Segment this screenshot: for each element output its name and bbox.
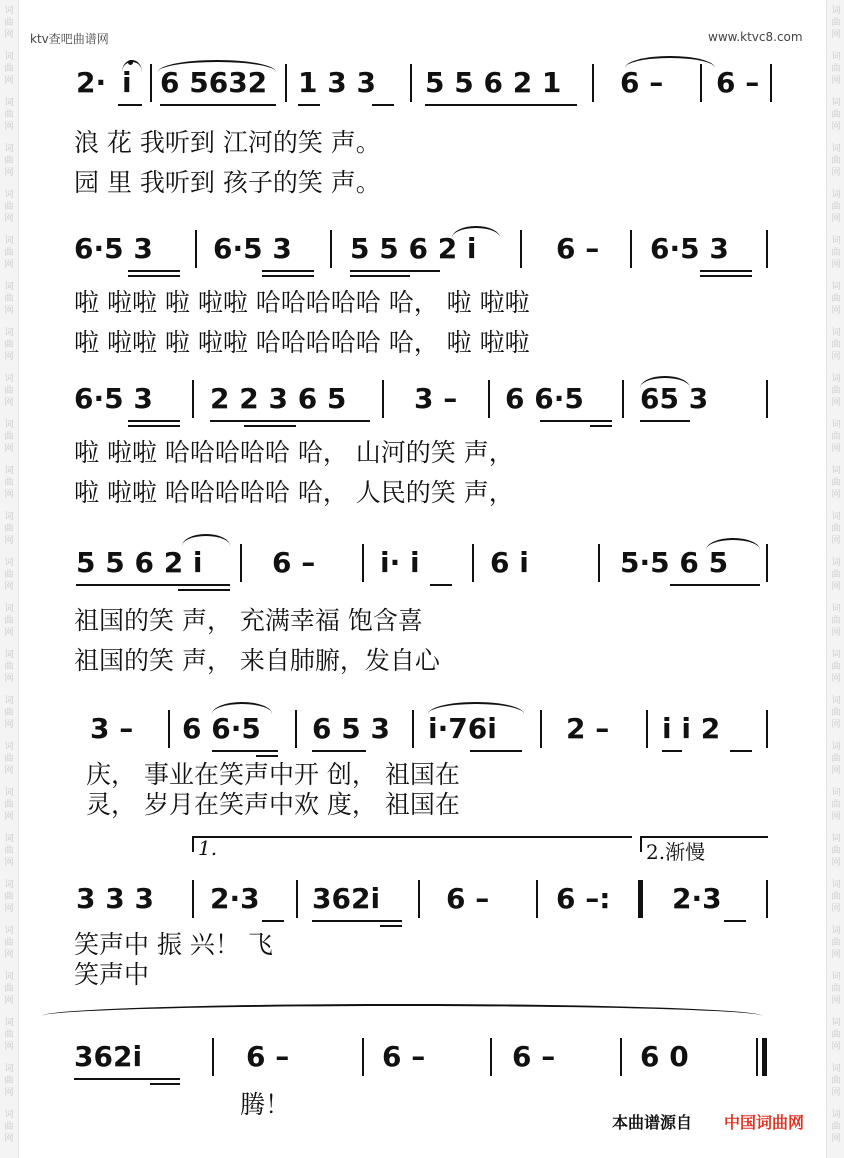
watermark-char: 网	[4, 352, 14, 362]
watermark-char: 曲	[4, 64, 14, 74]
notation-line: 362i 6 – 6 – 6 – 6 0	[0, 1034, 844, 1082]
watermark-char: 词	[4, 6, 14, 16]
volta-label-1: 1.	[198, 836, 218, 860]
watermark-char: 网	[4, 260, 14, 270]
watermark-char: 曲	[4, 938, 14, 948]
lyric-verse-2: 祖国的笑 声， 来自肺腑，发自心	[74, 646, 440, 675]
watermark-char: 网	[831, 352, 841, 362]
watermark-char: 曲	[831, 846, 841, 856]
watermark-char: 网	[4, 398, 14, 408]
notation-line: 2· i 6 5632 1 3 3 5 5 6 2 1 6 – 6 –	[0, 60, 844, 108]
watermark-char: 曲	[831, 18, 841, 28]
watermark-char: 曲	[831, 524, 841, 534]
watermark-char: 网	[4, 950, 14, 960]
watermark-char: 曲	[831, 156, 841, 166]
lyric-verse-2: 笑声中	[74, 960, 150, 989]
watermark-char: 网	[831, 1134, 841, 1144]
watermark-char: 词	[4, 374, 14, 384]
watermark-char: 词	[831, 144, 841, 154]
watermark-char: 词	[831, 420, 841, 430]
watermark-char: 词	[831, 696, 841, 706]
watermark-char: 词	[4, 52, 14, 62]
lyric-verse-1: 浪 花 我听到 江河的笑 声。	[74, 128, 381, 157]
watermark-char: 曲	[831, 248, 841, 258]
watermark-char: 网	[4, 674, 14, 684]
lyric-verse-2: 灵， 岁月在笑声中欢 度， 祖国在	[86, 790, 460, 819]
watermark-char: 网	[831, 1088, 841, 1098]
watermark-char: 曲	[831, 1076, 841, 1086]
watermark-char: 词	[831, 742, 841, 752]
lyric-verse-1: 腾！	[240, 1090, 291, 1119]
notation-line: 3 3 3 2·3 362i 6 – 6 –: 2·3	[0, 876, 844, 924]
watermark-char: 曲	[4, 984, 14, 994]
watermark-char: 曲	[4, 754, 14, 764]
watermark-char: 词	[4, 420, 14, 430]
watermark-char: 词	[831, 98, 841, 108]
lyric-verse-2: 啦 啦啦 啦 啦啦 哈哈哈哈哈 哈， 啦 啦啦	[74, 328, 530, 357]
watermark-char: 曲	[4, 662, 14, 672]
watermark-char: 曲	[831, 340, 841, 350]
watermark-char: 词	[831, 282, 841, 292]
watermark-char: 网	[831, 996, 841, 1006]
watermark-char: 网	[4, 1042, 14, 1052]
watermark-char: 词	[4, 880, 14, 890]
watermark-char: 词	[4, 190, 14, 200]
watermark-char: 网	[4, 720, 14, 730]
watermark-char: 网	[831, 674, 841, 684]
lyric-verse-2: 啦 啦啦 哈哈哈哈哈 哈， 人民的笑 声，	[74, 478, 514, 507]
watermark-char: 曲	[831, 570, 841, 580]
watermark-char: 曲	[831, 800, 841, 810]
watermark-char: 曲	[4, 156, 14, 166]
lyric-verse-1: 啦 啦啦 哈哈哈哈哈 哈， 山河的笑 声，	[74, 438, 514, 467]
watermark-char: 网	[831, 950, 841, 960]
watermark-char: 曲	[4, 386, 14, 396]
watermark-char: 网	[831, 168, 841, 178]
watermark-char: 网	[4, 1088, 14, 1098]
watermark-char: 曲	[831, 432, 841, 442]
watermark-char: 词	[831, 604, 841, 614]
watermark-char: 网	[4, 628, 14, 638]
watermark-char: 曲	[4, 708, 14, 718]
watermark-char: 网	[4, 76, 14, 86]
watermark-char: 曲	[4, 570, 14, 580]
watermark-char: 词	[831, 374, 841, 384]
watermark-char: 曲	[831, 1122, 841, 1132]
watermark-char: 曲	[831, 938, 841, 948]
watermark-char: 词	[831, 834, 841, 844]
lyric-verse-1: 祖国的笑 声， 充满幸福 饱含喜	[74, 606, 423, 635]
watermark-char: 网	[4, 766, 14, 776]
watermark-char: 词	[4, 144, 14, 154]
watermark-char: 网	[4, 996, 14, 1006]
watermark-char: 词	[4, 604, 14, 614]
watermark-char: 曲	[4, 1030, 14, 1040]
watermark-char: 网	[4, 214, 14, 224]
watermark-char: 词	[4, 512, 14, 522]
watermark-char: 词	[831, 190, 841, 200]
watermark-char: 网	[4, 858, 14, 868]
watermark-char: 网	[4, 168, 14, 178]
watermark-char: 曲	[4, 294, 14, 304]
watermark-char: 曲	[831, 662, 841, 672]
watermark-char: 网	[831, 30, 841, 40]
watermark-char: 曲	[4, 1122, 14, 1132]
watermark-char: 曲	[831, 754, 841, 764]
watermark-char: 曲	[4, 478, 14, 488]
watermark-char: 曲	[4, 340, 14, 350]
source-label: 本曲谱源自	[612, 1113, 693, 1132]
watermark-char: 网	[831, 260, 841, 270]
watermark-char: 词	[4, 1110, 14, 1120]
watermark-char: 曲	[4, 432, 14, 442]
watermark-char: 曲	[4, 248, 14, 258]
watermark-char: 网	[4, 490, 14, 500]
watermark-char: 曲	[831, 1030, 841, 1040]
watermark-char: 曲	[831, 616, 841, 626]
watermark-char: 网	[831, 76, 841, 86]
watermark-char: 词	[4, 558, 14, 568]
watermark-char: 曲	[831, 64, 841, 74]
watermark-char: 网	[831, 766, 841, 776]
watermark-char: 网	[4, 582, 14, 592]
watermark-char: 曲	[4, 202, 14, 212]
watermark-char: 曲	[4, 524, 14, 534]
lyric-verse-1: 笑声中 振 兴！ 飞	[74, 930, 273, 959]
watermark-char: 曲	[831, 294, 841, 304]
watermark-char: 网	[831, 858, 841, 868]
watermark-char: 词	[4, 328, 14, 338]
watermark-char: 网	[831, 214, 841, 224]
watermark-char: 词	[831, 512, 841, 522]
watermark-char: 网	[831, 628, 841, 638]
notation-line: 5 5 6 2 i 6 – i· i 6 i 5·5 6 5	[0, 540, 844, 588]
watermark-char: 词	[831, 466, 841, 476]
watermark-char: 曲	[4, 846, 14, 856]
site-name-left: ktv查吧曲谱网	[30, 32, 109, 46]
watermark-char: 网	[831, 812, 841, 822]
watermark-char: 网	[4, 444, 14, 454]
watermark-char: 词	[831, 1064, 841, 1074]
watermark-char: 词	[831, 788, 841, 798]
watermark-char: 词	[4, 650, 14, 660]
watermark-char: 词	[831, 328, 841, 338]
watermark-char: 词	[4, 926, 14, 936]
watermark-char: 词	[4, 1064, 14, 1074]
watermark-char: 曲	[4, 18, 14, 28]
watermark-char: 网	[4, 30, 14, 40]
watermark-char: 网	[831, 398, 841, 408]
watermark-char: 网	[831, 720, 841, 730]
watermark-char: 曲	[831, 110, 841, 120]
source-site: 中国词曲网	[724, 1113, 805, 1132]
volta-label-2: 2.渐慢	[646, 840, 706, 864]
watermark-char: 网	[831, 490, 841, 500]
notation-line: 3 – 6 6·5 6 5 3 i·76i 2 – i i 2	[0, 706, 844, 754]
watermark-char: 网	[831, 536, 841, 546]
watermark-char: 词	[831, 558, 841, 568]
watermark-char: 词	[831, 236, 841, 246]
watermark-char: 曲	[4, 1076, 14, 1086]
watermark-char: 网	[831, 1042, 841, 1052]
site-url-right: www.ktvc8.com	[708, 30, 803, 44]
watermark-char: 曲	[831, 708, 841, 718]
watermark-char: 词	[4, 972, 14, 982]
watermark-char: 网	[831, 582, 841, 592]
watermark-char: 网	[4, 812, 14, 822]
watermark-char: 网	[4, 904, 14, 914]
watermark-char: 网	[4, 536, 14, 546]
lyric-verse-2: 园 里 我听到 孩子的笑 声。	[74, 168, 381, 197]
watermark-char: 曲	[4, 800, 14, 810]
lyric-verse-1: 啦 啦啦 啦 啦啦 哈哈哈哈哈 哈， 啦 啦啦	[74, 288, 530, 317]
watermark-char: 网	[831, 122, 841, 132]
watermark-char: 词	[831, 650, 841, 660]
watermark-char: 词	[831, 1110, 841, 1120]
watermark-char: 网	[4, 306, 14, 316]
watermark-char: 网	[831, 444, 841, 454]
watermark-char: 词	[831, 926, 841, 936]
watermark-char: 曲	[4, 892, 14, 902]
lyric-verse-1: 庆， 事业在笑声中开 创， 祖国在	[86, 760, 460, 789]
watermark-char: 词	[4, 98, 14, 108]
volta-bracket-1	[192, 836, 632, 852]
notation-line: 6·5 3 6·5 3 5 5 6 2 i 6 – 6·5 3	[0, 226, 844, 274]
watermark-char: 词	[4, 788, 14, 798]
watermark-char: 词	[4, 696, 14, 706]
watermark-char: 词	[4, 236, 14, 246]
watermark-char: 网	[4, 1134, 14, 1144]
watermark-char: 曲	[831, 478, 841, 488]
watermark-char: 网	[831, 306, 841, 316]
watermark-char: 词	[831, 880, 841, 890]
watermark-char: 词	[4, 1018, 14, 1028]
watermark-char: 曲	[4, 616, 14, 626]
notation-line: 6·5 3 2 2 3 6 5 3 – 6 6·5 65 3	[0, 376, 844, 424]
watermark-char: 曲	[831, 202, 841, 212]
watermark-char: 词	[4, 834, 14, 844]
watermark-char: 网	[4, 122, 14, 132]
watermark-char: 曲	[831, 386, 841, 396]
watermark-char: 词	[4, 742, 14, 752]
watermark-char: 曲	[831, 984, 841, 994]
watermark-char: 曲	[4, 110, 14, 120]
tie-arc	[42, 1004, 762, 1016]
watermark-char: 词	[831, 52, 841, 62]
watermark-char: 词	[831, 1018, 841, 1028]
watermark-char: 曲	[831, 892, 841, 902]
watermark-char: 词	[4, 466, 14, 476]
watermark-char: 词	[4, 282, 14, 292]
watermark-char: 词	[831, 972, 841, 982]
watermark-char: 词	[831, 6, 841, 16]
watermark-char: 网	[831, 904, 841, 914]
